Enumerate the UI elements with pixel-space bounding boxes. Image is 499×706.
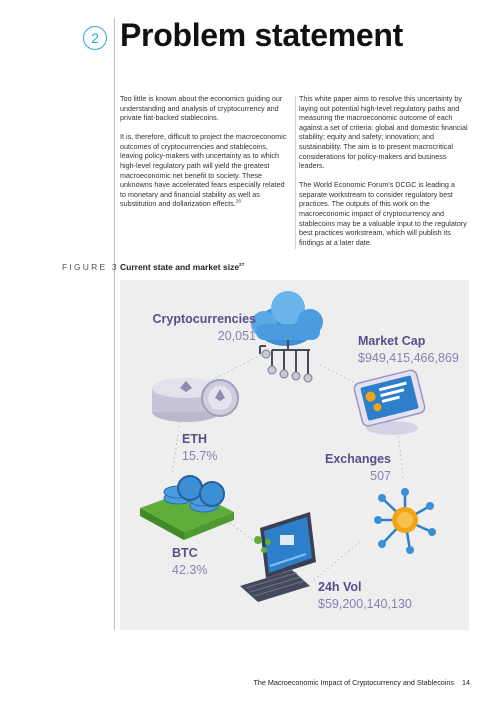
stat-name: BTC bbox=[172, 546, 198, 560]
paragraph bbox=[120, 132, 290, 209]
page-title: Problem statement bbox=[120, 17, 403, 53]
column-divider bbox=[295, 96, 296, 249]
footer-title: The Macroeconomic Impact of Cryptocurrency and Stablecoins bbox=[253, 678, 454, 687]
stat-value: $59,200,140,130 bbox=[318, 597, 412, 611]
right-text-column bbox=[299, 94, 471, 257]
stat-name: Market Cap bbox=[358, 334, 426, 348]
figure-caption-text: Current state and market size bbox=[120, 262, 240, 272]
figure-label: FIGURE 3 bbox=[62, 262, 119, 272]
stat-value: 42.3% bbox=[172, 563, 208, 577]
stat-name: 24h Vol bbox=[318, 580, 362, 594]
page-footer bbox=[200, 678, 470, 687]
cash-bitcoin-stack-icon bbox=[140, 476, 234, 540]
stat-24h-vol bbox=[318, 580, 412, 611]
figure-panel bbox=[120, 280, 469, 630]
section-number-badge: 2 bbox=[83, 26, 107, 50]
stat-value: $949,415,466,869 bbox=[358, 351, 459, 365]
paragraph-text: It is, therefore, difficult to project the macroeconomic outcomes of cryptocurrencies and stablecoins, leaving policy-makers with uncertainty as to which high-level regulatory path will yield the greatest macroeconomic net benefit to society. These unknowns have accelerated fears especially related to monetary and financial stability as well as substitution and dollarization effects. bbox=[120, 132, 287, 209]
computer-monitor-icon bbox=[240, 512, 316, 602]
ethereum-coins-icon bbox=[152, 378, 238, 422]
stat-name: Exchanges bbox=[324, 452, 391, 466]
figure-caption bbox=[120, 262, 244, 272]
left-text-column bbox=[120, 94, 290, 218]
footnote-ref: 26 bbox=[235, 199, 242, 205]
cloud-network-icon bbox=[251, 291, 323, 382]
stat-name: Cryptocurrencies bbox=[152, 312, 256, 326]
stat-value: 20,051 bbox=[217, 329, 256, 343]
stat-name: ETH bbox=[182, 432, 207, 446]
stat-value: 507 bbox=[370, 469, 391, 483]
paragraph: Too little is known about the economics guiding our understanding and analysis of cryptocurrency and private fiat-backed stablecoins. bbox=[120, 94, 283, 123]
margin-rule bbox=[114, 18, 115, 630]
stat-market-cap bbox=[358, 334, 459, 365]
network-node-icon bbox=[374, 488, 436, 554]
paragraph: This white paper aims to resolve this uncertainty by laying out potential high-level regulatory paths and measuring the macroeconomic outcome of each against a set of criteria: global and domestic financial stability; equity and safety; innovation; and sustainability. The aim is to present macrocritical considerations for policy-makers and business leaders. bbox=[299, 94, 468, 171]
stat-eth bbox=[182, 432, 217, 463]
smartphone-payment-icon bbox=[353, 369, 426, 435]
stat-value: 15.7% bbox=[182, 449, 218, 463]
page-number: 14 bbox=[462, 678, 470, 687]
footnote-ref: 27 bbox=[239, 263, 245, 269]
paragraph: The World Economic Forum's DCGC is leading a separate workstream to consider regulatory best practices. The outputs of this work on the macroeconomic impact of cryptocurrency and stablecoins may be a valuable input to the regulatory best practices workstream, which will publish its findings at a later date. bbox=[299, 180, 467, 247]
stat-cryptocurrencies bbox=[152, 312, 256, 343]
stat-exchanges bbox=[325, 452, 391, 483]
stat-btc bbox=[172, 546, 207, 577]
